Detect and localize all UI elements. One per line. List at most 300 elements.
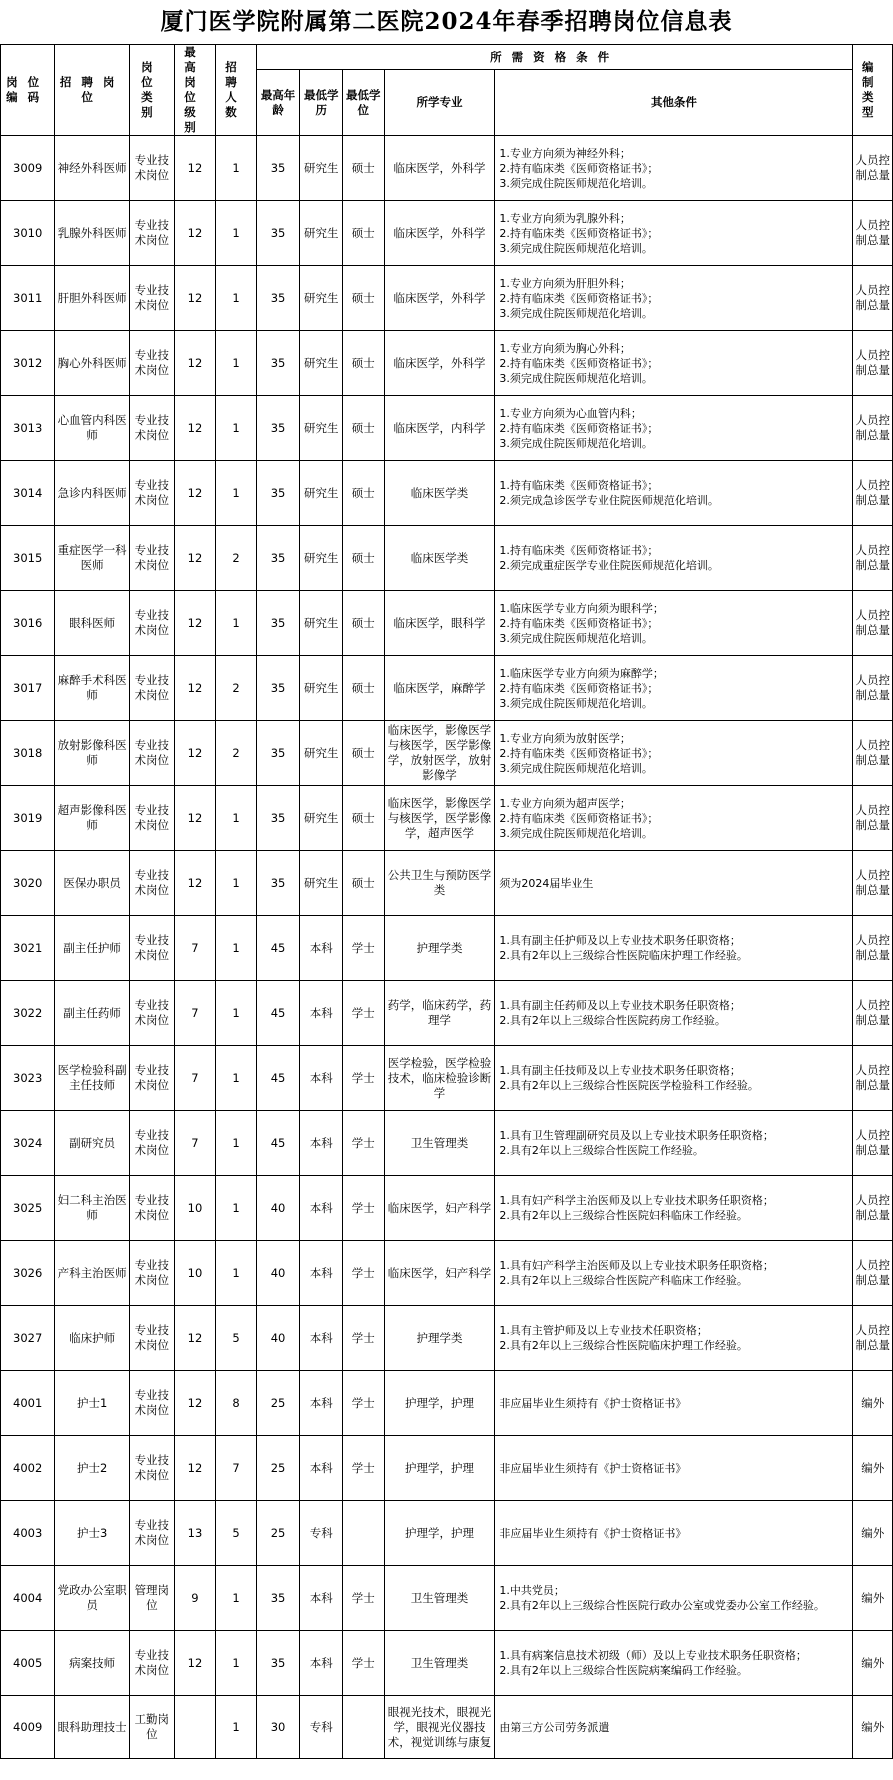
cell-count: 1 [216,396,256,461]
cell-position: 麻醉手术科医师 [55,656,130,721]
other-line: 2.持有临床类《医师资格证书》； [499,356,659,370]
other-line: 1.临床医学专业方向须为眼科学； [499,601,664,615]
other-line: 2.持有临床类《医师资格证书》； [499,616,659,630]
cell-edu: 研究生 [300,526,343,591]
table-row [1,1371,893,1436]
cell-category: 专业技术岗位 [129,786,174,851]
cell-code: 3017 [1,656,55,721]
cell-edu: 专科 [300,1696,343,1759]
other-line: 3.须完成住院医师规范化培训。 [499,761,653,775]
header-age: 最高年龄 [256,70,300,136]
cell-major: 护理学，护理 [384,1501,495,1566]
cell-category: 专业技术岗位 [129,916,174,981]
cell-category: 专业技术岗位 [129,331,174,396]
table-row [1,1631,893,1696]
cell-level: 7 [174,1046,216,1111]
cell-degree [343,1696,385,1759]
cell-category: 专业技术岗位 [129,266,174,331]
cell-degree: 硕士 [343,786,385,851]
cell-code: 3025 [1,1176,55,1241]
cell-category: 专业技术岗位 [129,1371,174,1436]
cell-edu: 本科 [300,916,343,981]
other-line: 2.持有临床类《医师资格证书》； [499,226,659,240]
table-row [1,981,893,1046]
cell-other [495,1566,853,1631]
cell-edu: 研究生 [300,721,343,786]
cell-age: 45 [256,916,300,981]
cell-code: 3024 [1,1111,55,1176]
other-line: 1.专业方向须为胸心外科； [499,341,631,355]
cell-staff: 人员控制总量 [853,851,893,916]
cell-position: 乳腺外科医师 [55,201,130,266]
cell-edu: 研究生 [300,331,343,396]
other-line: 1.具有副主任技师及以上专业技术职务任职资格； [499,1064,741,1077]
cell-degree: 硕士 [343,526,385,591]
cell-count: 1 [216,1631,256,1696]
cell-staff: 人员控制总量 [853,331,893,396]
other-line: 3.须完成住院医师规范化培训。 [499,306,653,320]
cell-level: 10 [174,1176,216,1241]
table-row [1,1566,893,1631]
cell-other [495,851,853,916]
cell-major: 临床医学，外科学 [384,201,495,266]
table-body [1,136,893,1759]
cell-count: 1 [216,1696,256,1759]
cell-major: 护理学类 [384,1306,495,1371]
cell-code: 3020 [1,851,55,916]
cell-major: 卫生管理类 [384,1566,495,1631]
other-line: 2.具有2年以上三级综合性医院临床护理工作经验。 [499,1339,748,1352]
cell-level: 12 [174,201,216,266]
cell-edu: 本科 [300,1046,343,1111]
header-count: 招聘人数 [216,45,256,136]
cell-staff: 人员控制总量 [853,266,893,331]
cell-count: 1 [216,1111,256,1176]
cell-count: 1 [216,786,256,851]
cell-position: 神经外科医师 [55,136,130,201]
other-line: 2.持有临床类《医师资格证书》； [499,746,659,760]
cell-category: 专业技术岗位 [129,136,174,201]
cell-edu: 本科 [300,1436,343,1501]
cell-staff: 人员控制总量 [853,721,893,786]
cell-code: 4004 [1,1566,55,1631]
header-level: 最高岗位级别 [174,45,216,136]
cell-category: 专业技术岗位 [129,1631,174,1696]
cell-edu: 研究生 [300,786,343,851]
other-line: 1.持有临床类《医师资格证书》； [499,544,659,557]
cell-other [495,721,853,786]
cell-level: 9 [174,1566,216,1631]
cell-level: 7 [174,981,216,1046]
other-line: 2.持有临床类《医师资格证书》； [499,291,659,305]
cell-staff: 编外 [853,1371,893,1436]
cell-age: 35 [256,396,300,461]
cell-category: 专业技术岗位 [129,1306,174,1371]
cell-other [495,396,853,461]
cell-degree: 硕士 [343,201,385,266]
cell-category: 专业技术岗位 [129,656,174,721]
cell-position: 妇二科主治医师 [55,1176,130,1241]
cell-count: 7 [216,1436,256,1501]
header-other: 其他条件 [495,70,853,136]
other-line: 2.具有2年以上三级综合性医院产科临床工作经验。 [499,1274,748,1287]
cell-code: 3026 [1,1241,55,1306]
cell-staff: 编外 [853,1696,893,1759]
other-line: 1.具有主管护师及以上专业技术任职资格； [499,1324,708,1337]
cell-major: 护理学，护理 [384,1371,495,1436]
table-row [1,916,893,981]
recruitment-table [0,44,893,1759]
cell-category: 专业技术岗位 [129,1436,174,1501]
cell-edu: 本科 [300,1241,343,1306]
cell-age: 35 [256,721,300,786]
table-row [1,1176,893,1241]
cell-age: 45 [256,1046,300,1111]
cell-edu: 研究生 [300,201,343,266]
cell-staff: 编外 [853,1501,893,1566]
other-line: 由第三方公司劳务派遣 [499,1720,610,1734]
cell-level: 12 [174,591,216,656]
cell-edu: 本科 [300,981,343,1046]
other-line: 3.须完成住院医师规范化培训。 [499,631,653,645]
cell-degree: 学士 [343,981,385,1046]
cell-position: 放射影像科医师 [55,721,130,786]
cell-staff: 人员控制总量 [853,1111,893,1176]
cell-code: 4005 [1,1631,55,1696]
cell-age: 45 [256,981,300,1046]
cell-level: 12 [174,461,216,526]
cell-level: 12 [174,1306,216,1371]
cell-major: 临床医学，外科学 [384,136,495,201]
cell-level: 12 [174,1631,216,1696]
cell-edu: 研究生 [300,396,343,461]
cell-edu: 研究生 [300,656,343,721]
cell-count: 1 [216,136,256,201]
other-line: 1.具有副主任药师及以上专业技术职务任职资格； [499,999,741,1012]
cell-position: 副研究员 [55,1111,130,1176]
table-row [1,1436,893,1501]
cell-level: 12 [174,1371,216,1436]
header-degree: 最低学位 [343,70,385,136]
table-row [1,851,893,916]
cell-major: 公共卫生与预防医学类 [384,851,495,916]
cell-major: 临床医学，眼科学 [384,591,495,656]
cell-age: 35 [256,526,300,591]
cell-level: 13 [174,1501,216,1566]
other-line: 1.专业方向须为放射医学； [499,731,631,745]
cell-level [174,1696,216,1759]
cell-degree: 学士 [343,916,385,981]
other-line: 2.具有2年以上三级综合性医院病案编码工作经验。 [499,1664,748,1677]
cell-major: 护理学，护理 [384,1436,495,1501]
cell-staff: 人员控制总量 [853,201,893,266]
cell-level: 12 [174,526,216,591]
cell-code: 3019 [1,786,55,851]
cell-major: 临床医学，外科学 [384,266,495,331]
cell-count: 1 [216,981,256,1046]
table-row [1,656,893,721]
other-line: 1.具有副主任护师及以上专业技术职务任职资格； [499,934,741,947]
cell-edu: 本科 [300,1566,343,1631]
other-line: 非应届毕业生须持有《护士资格证书》 [499,1396,687,1410]
cell-count: 1 [216,331,256,396]
other-line: 须为2024届毕业生 [499,876,594,890]
cell-degree [343,1501,385,1566]
cell-major: 临床医学，内科学 [384,396,495,461]
other-line: 非应届毕业生须持有《护士资格证书》 [499,1461,687,1475]
cell-age: 35 [256,851,300,916]
cell-category: 专业技术岗位 [129,721,174,786]
other-line: 3.须完成住院医师规范化培训。 [499,371,653,385]
cell-other [495,1696,853,1759]
cell-other [495,1046,853,1111]
cell-major: 卫生管理类 [384,1111,495,1176]
other-line: 1.具有妇产科学主治医师及以上专业技术职务任职资格； [499,1259,774,1272]
cell-other [495,1176,853,1241]
cell-major: 临床医学，影像医学与核医学，医学影像学，超声医学 [384,786,495,851]
cell-category: 专业技术岗位 [129,1046,174,1111]
other-line: 1.临床医学专业方向须为麻醉学； [499,666,664,680]
cell-age: 35 [256,1566,300,1631]
cell-other [495,786,853,851]
cell-position: 产科主治医师 [55,1241,130,1306]
other-line: 1.具有病案信息技术初级（师）及以上专业技术职务任职资格； [499,1649,807,1662]
cell-level: 12 [174,396,216,461]
cell-category: 专业技术岗位 [129,396,174,461]
cell-staff: 人员控制总量 [853,526,893,591]
cell-level: 7 [174,1111,216,1176]
header-staff: 编制类型 [853,45,893,136]
cell-major: 临床医学，妇产科学 [384,1176,495,1241]
other-line: 2.具有2年以上三级综合性医院药房工作经验。 [499,1014,726,1027]
cell-other [495,656,853,721]
cell-degree: 学士 [343,1371,385,1436]
cell-age: 30 [256,1696,300,1759]
cell-position: 眼科助理技士 [55,1696,130,1759]
cell-level: 12 [174,266,216,331]
cell-other [495,1631,853,1696]
cell-category: 专业技术岗位 [129,1501,174,1566]
cell-major: 临床医学，外科学 [384,331,495,396]
cell-count: 1 [216,1176,256,1241]
other-line: 1.中共党员； [499,1584,565,1597]
cell-edu: 研究生 [300,266,343,331]
cell-code: 3018 [1,721,55,786]
table-row [1,136,893,201]
other-line: 1.专业方向须为心血管内科； [499,406,642,420]
cell-count: 1 [216,201,256,266]
other-line: 2.持有临床类《医师资格证书》； [499,811,659,825]
cell-code: 3023 [1,1046,55,1111]
table-row [1,1696,893,1759]
cell-position: 医学检验科副主任技师 [55,1046,130,1111]
cell-degree: 硕士 [343,851,385,916]
cell-position: 超声影像科医师 [55,786,130,851]
cell-age: 35 [256,786,300,851]
table-row [1,1501,893,1566]
cell-staff: 人员控制总量 [853,1241,893,1306]
other-line: 1.专业方向须为肝胆外科； [499,276,631,290]
cell-position: 护士2 [55,1436,130,1501]
cell-degree: 学士 [343,1436,385,1501]
cell-staff: 人员控制总量 [853,1176,893,1241]
cell-age: 35 [256,266,300,331]
cell-other [495,1501,853,1566]
table-row [1,201,893,266]
cell-other [495,331,853,396]
cell-staff: 人员控制总量 [853,1306,893,1371]
cell-other [495,526,853,591]
cell-category: 专业技术岗位 [129,591,174,656]
other-line: 2.具有2年以上三级综合性医院工作经验。 [499,1144,704,1157]
cell-major: 临床医学，影像医学与核医学，医学影像学，放射医学，放射影像学 [384,721,495,786]
cell-level: 7 [174,916,216,981]
other-line: 2.持有临床类《医师资格证书》； [499,421,659,435]
cell-level: 10 [174,1241,216,1306]
cell-position: 副主任药师 [55,981,130,1046]
cell-staff: 人员控制总量 [853,1046,893,1111]
cell-edu: 本科 [300,1176,343,1241]
cell-age: 35 [256,656,300,721]
cell-position: 副主任护师 [55,916,130,981]
cell-count: 2 [216,721,256,786]
other-line: 3.须完成住院医师规范化培训。 [499,826,653,840]
cell-position: 党政办公室职员 [55,1566,130,1631]
cell-age: 40 [256,1241,300,1306]
cell-count: 5 [216,1306,256,1371]
cell-staff: 人员控制总量 [853,916,893,981]
cell-edu: 研究生 [300,851,343,916]
cell-age: 25 [256,1501,300,1566]
cell-other [495,916,853,981]
cell-category: 专业技术岗位 [129,1241,174,1306]
cell-position: 急诊内科医师 [55,461,130,526]
cell-code: 3015 [1,526,55,591]
cell-position: 胸心外科医师 [55,331,130,396]
cell-level: 12 [174,851,216,916]
other-line: 1.专业方向须为乳腺外科； [499,211,631,225]
cell-age: 40 [256,1176,300,1241]
cell-major: 药学，临床药学，药理学 [384,981,495,1046]
cell-staff: 人员控制总量 [853,786,893,851]
other-line: 2.须完成重症医学专业住院医师规范化培训。 [499,559,719,572]
cell-position: 病案技师 [55,1631,130,1696]
cell-staff: 人员控制总量 [853,396,893,461]
cell-edu: 本科 [300,1111,343,1176]
cell-degree: 硕士 [343,591,385,656]
other-line: 2.持有临床类《医师资格证书》； [499,161,659,175]
cell-edu: 本科 [300,1631,343,1696]
other-line: 非应届毕业生须持有《护士资格证书》 [499,1526,687,1540]
table-row [1,266,893,331]
other-line: 2.具有2年以上三级综合性医院临床护理工作经验。 [499,949,748,962]
table-row [1,1111,893,1176]
cell-degree: 硕士 [343,266,385,331]
other-line: 2.具有2年以上三级综合性医院医学检验科工作经验。 [499,1079,759,1092]
cell-degree: 学士 [343,1176,385,1241]
cell-count: 8 [216,1371,256,1436]
cell-level: 12 [174,786,216,851]
other-line: 1.具有妇产科学主治医师及以上专业技术职务任职资格； [499,1194,774,1207]
cell-age: 35 [256,136,300,201]
cell-other [495,1111,853,1176]
cell-edu: 本科 [300,1306,343,1371]
cell-category: 专业技术岗位 [129,461,174,526]
cell-degree: 硕士 [343,461,385,526]
cell-other [495,1371,853,1436]
table-row [1,1306,893,1371]
other-line: 3.须完成住院医师规范化培训。 [499,696,653,710]
cell-code: 3009 [1,136,55,201]
other-line: 3.须完成住院医师规范化培训。 [499,241,653,255]
other-line: 2.持有临床类《医师资格证书》； [499,681,659,695]
cell-code: 4001 [1,1371,55,1436]
cell-count: 2 [216,656,256,721]
cell-level: 12 [174,721,216,786]
cell-other [495,591,853,656]
other-line: 1.具有卫生管理副研究员及以上专业技术职务任职资格； [499,1129,774,1142]
cell-edu: 专科 [300,1501,343,1566]
header-major: 所学专业 [384,70,495,136]
cell-category: 专业技术岗位 [129,1111,174,1176]
cell-other [495,461,853,526]
cell-position: 眼科医师 [55,591,130,656]
header-edu: 最低学历 [300,70,343,136]
cell-edu: 研究生 [300,136,343,201]
table-row [1,331,893,396]
cell-staff: 人员控制总量 [853,461,893,526]
cell-major: 护理学类 [384,916,495,981]
cell-count: 2 [216,526,256,591]
cell-degree: 硕士 [343,331,385,396]
cell-major: 医学检验，医学检验技术，临床检验诊断学 [384,1046,495,1111]
cell-degree: 学士 [343,1631,385,1696]
cell-code: 4002 [1,1436,55,1501]
other-line: 3.须完成住院医师规范化培训。 [499,176,653,190]
cell-category: 专业技术岗位 [129,981,174,1046]
header-requirements: 所需资格条件 [256,45,853,70]
cell-position: 肝胆外科医师 [55,266,130,331]
cell-degree: 硕士 [343,721,385,786]
cell-position: 护士1 [55,1371,130,1436]
cell-major: 临床医学，麻醉学 [384,656,495,721]
cell-age: 25 [256,1371,300,1436]
cell-staff: 人员控制总量 [853,656,893,721]
cell-position: 重症医学一科医师 [55,526,130,591]
table-row [1,461,893,526]
cell-degree: 学士 [343,1566,385,1631]
cell-other [495,1241,853,1306]
cell-edu: 研究生 [300,591,343,656]
cell-staff: 人员控制总量 [853,136,893,201]
cell-count: 1 [216,1566,256,1631]
header-category: 岗位类别 [129,45,174,136]
page-title: 厦门医学院附属第二医院2024年春季招聘岗位信息表 [160,8,733,35]
table-row [1,591,893,656]
cell-category: 专业技术岗位 [129,1176,174,1241]
table-row [1,1241,893,1306]
cell-level: 12 [174,1436,216,1501]
cell-code: 3010 [1,201,55,266]
cell-count: 1 [216,916,256,981]
cell-position: 医保办职员 [55,851,130,916]
cell-degree: 硕士 [343,656,385,721]
table-header [1,45,893,136]
cell-category: 工勤岗位 [129,1696,174,1759]
cell-code: 4009 [1,1696,55,1759]
cell-position: 心血管内科医师 [55,396,130,461]
cell-code: 3014 [1,461,55,526]
